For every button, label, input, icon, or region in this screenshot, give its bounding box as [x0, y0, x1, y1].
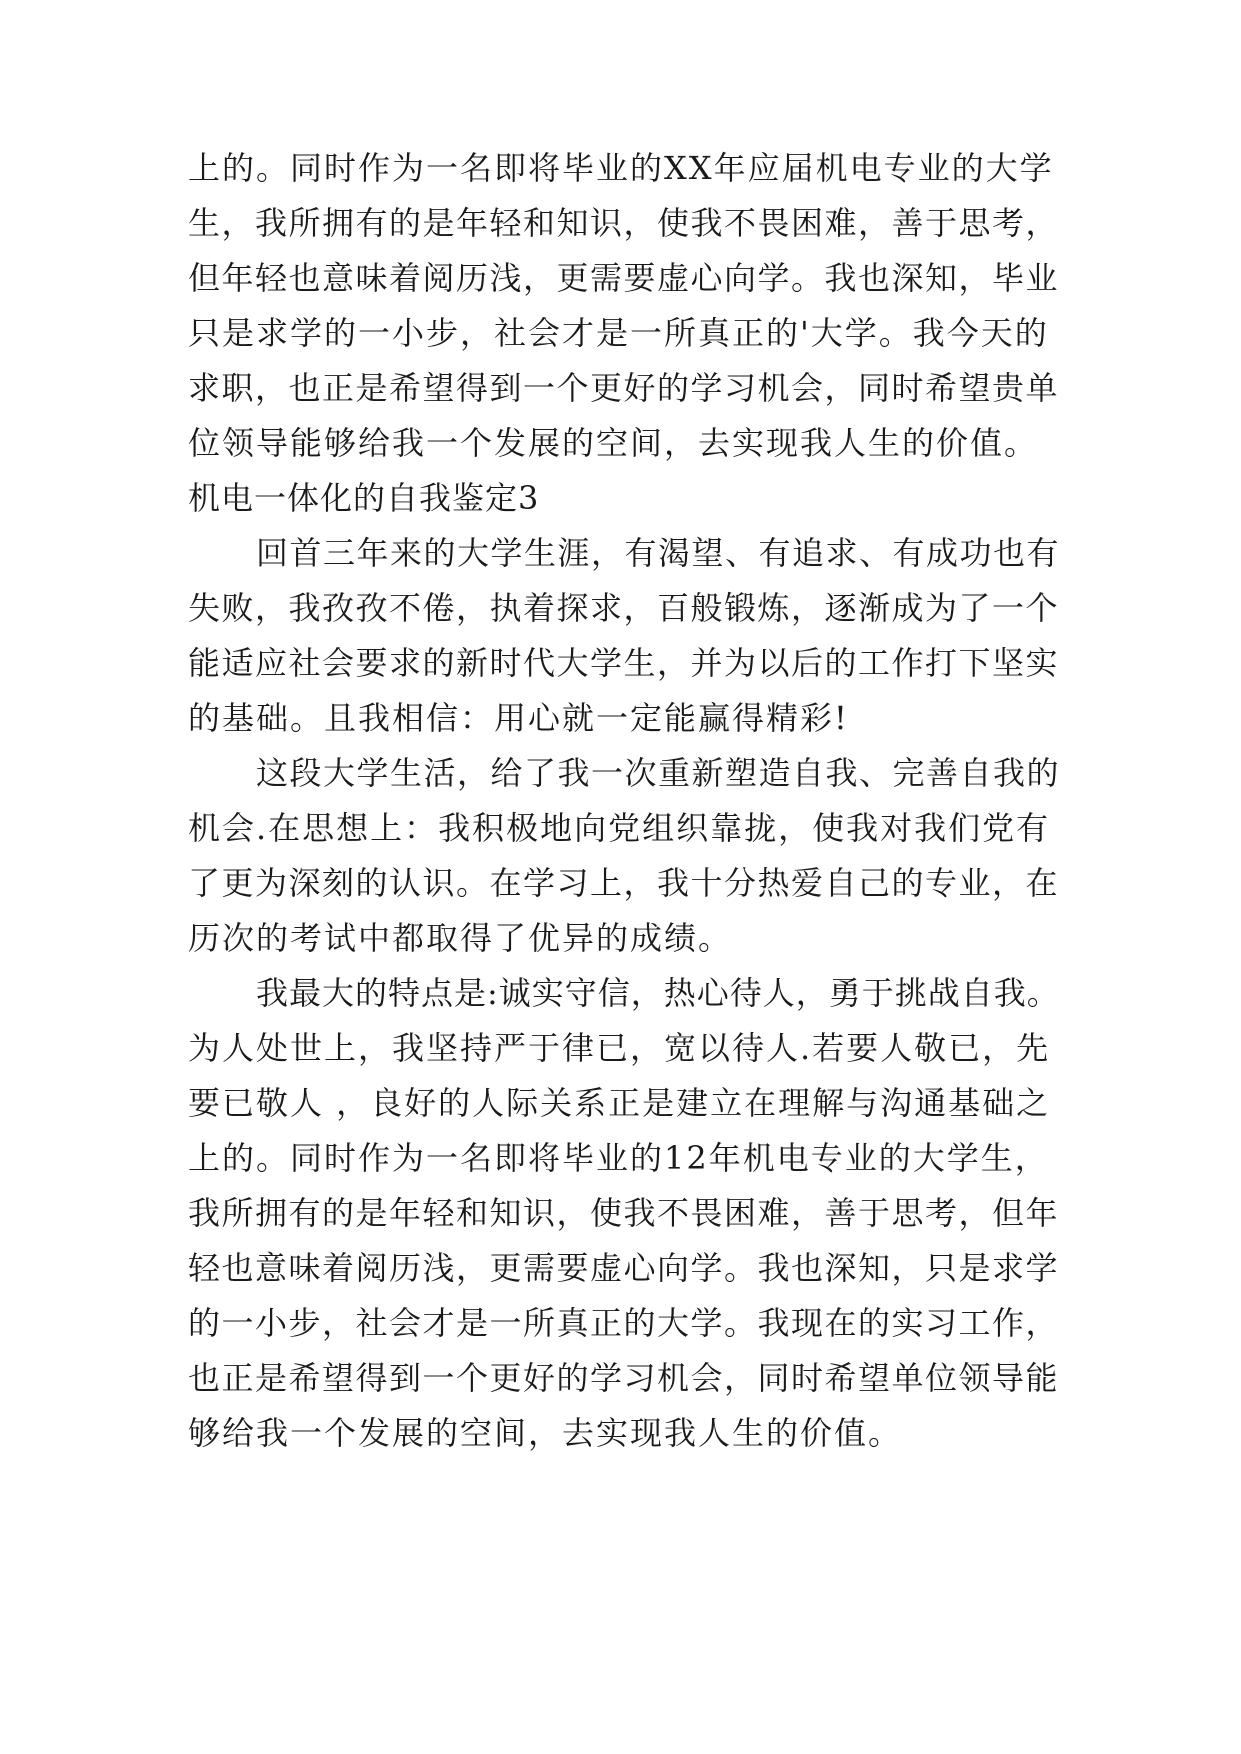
text-line: 要已敬人 ，良好的人际关系正是建立在理解与沟通基础之	[188, 1084, 1051, 1122]
text-line: 历次的考试中都取得了优异的成绩。	[188, 919, 733, 957]
text-line: 机会.在思想上：我积极地向党组织靠拢，使我对我们党有	[188, 809, 1051, 847]
text-line: 的基础。且我相信：用心就一定能赢得精彩!	[188, 699, 849, 737]
text-line: 为人处世上，我坚持严于律已，宽以待人.若要人敬已，先	[188, 1029, 1051, 1067]
text-line: 我所拥有的是年轻和知识，使我不畏困难，善于思考，但年	[188, 1194, 1060, 1232]
text-line: 轻也意味着阅历浅，更需要虚心向学。我也深知，只是求学	[188, 1249, 1060, 1287]
text-line: 失败，我孜孜不倦，执着探求，百般锻炼，逐渐成为了一个	[188, 589, 1060, 627]
text-line: 这段大学生活，给了我一次重新塑造自我、完善自我的	[256, 754, 1061, 792]
text-line: 的一小步，社会才是一所真正的大学。我现在的实习工作，	[188, 1304, 1060, 1342]
text-line: 位领导能够给我一个发展的空间，去实现我人生的价值。	[188, 424, 1039, 462]
text-line: 生，我所拥有的是年轻和知识，使我不畏困难，善于思考，	[188, 204, 1060, 242]
text-line: 求职，也正是希望得到一个更好的学习机会，同时希望贵单	[188, 369, 1060, 407]
text-line: 上的。同时作为一名即将毕业的12年机电专业的大学生，	[188, 1139, 1049, 1177]
text-line: 上的。同时作为一名即将毕业的XX年应届机电专业的大学	[188, 149, 1054, 187]
text-line: 够给我一个发展的空间，去实现我人生的价值。	[188, 1414, 903, 1452]
text-line: 能适应社会要求的新时代大学生，并为以后的工作打下坚实	[188, 644, 1060, 682]
text-line: 回首三年来的大学生涯，有渴望、有追求、有成功也有	[256, 534, 1061, 572]
text-line: 了更为深刻的认识。在学习上，我十分热爱自己的专业，在	[188, 864, 1060, 902]
section-heading: 机电一体化的自我鉴定3	[188, 479, 540, 517]
text-line: 但年轻也意味着阅历浅，更需要虚心向学。我也深知，毕业	[188, 259, 1060, 297]
text-line: 也正是希望得到一个更好的学习机会，同时希望单位领导能	[188, 1359, 1060, 1397]
text-line: 只是求学的一小步，社会才是一所真正的'大学。我今天的	[188, 314, 1049, 352]
text-line: 我最大的特点是:诚实守信，热心待人，勇于挑战自我。	[256, 974, 1060, 1012]
